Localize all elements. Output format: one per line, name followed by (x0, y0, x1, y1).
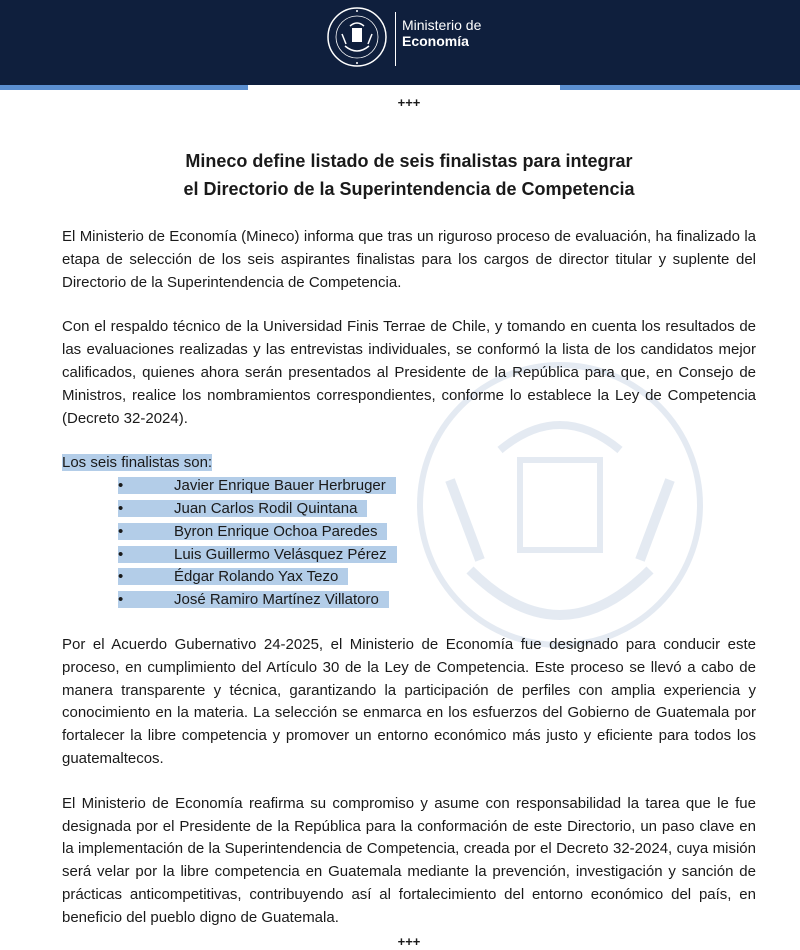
finalists-list (62, 475, 756, 612)
bullet-icon: • (118, 477, 124, 495)
finalist-highlight (118, 500, 367, 517)
paragraph-intro: El Ministerio de Economía (Mineco) informa que tras un riguroso proceso de evaluación, ha finalizado la etapa de selección de los seis aspirantes finalistas para los cargos de director titular y suplente del Directorio de la Superintendencia de Competencia. (62, 228, 756, 291)
brand-ministry-label: Ministerio de (402, 17, 482, 33)
finalist-item (62, 544, 756, 567)
brand-economia-label: Economía (402, 33, 469, 49)
bullet-icon: • (118, 499, 124, 517)
press-release-title (62, 147, 756, 203)
finalist-name: Javier Enrique Bauer Herbruger (174, 477, 386, 495)
finalist-name: Byron Enrique Ochoa Paredes (174, 522, 378, 540)
ministry-header (0, 0, 800, 85)
press-release (62, 95, 756, 950)
header-accent-bar-left (0, 85, 248, 90)
finalist-highlight (118, 591, 389, 608)
header-accent-bar-right (560, 85, 800, 90)
title-line-1: Mineco define listado de seis finalistas para integrar (185, 151, 633, 171)
finalists-label (62, 452, 756, 475)
finalist-name: Édgar Rolando Yax Tezo (174, 568, 339, 586)
finalist-item (62, 521, 756, 544)
finalist-highlight (118, 523, 387, 540)
guatemala-seal-icon (326, 6, 388, 68)
bullet-icon: • (118, 545, 124, 563)
finalist-highlight (118, 546, 397, 563)
logo-divider (395, 12, 396, 66)
finalists-label-text: Los seis finalistas son: (62, 454, 213, 472)
paragraph-commitment: El Ministerio de Economía reafirma su compromiso y asume con responsabilidad la tarea que le fue designada por el Presidente de la República para la conformación de este Directorio, un paso clave en la implementación de la Superintendencia de Competencia, creada por el Decreto 32-2024, cuya misión será velar por la libre competencia en Guatemala mediante la prevención, investigación y sanción de prácticas anticompetitivas, contribuyendo así al fortalecimiento del entorno económico del país, en beneficio del pueblo digno de Guatemala. (62, 794, 756, 926)
bullet-icon: • (118, 568, 124, 586)
paragraph-support: Con el respaldo técnico de la Universidad Finis Terrae de Chile, y tomando en cuenta los resultados de las evaluaciones realizadas y las entrevistas individuales, se conformó la lista de los candidatos mejor calificados, quienes ahora serán presentados al Presidente de la República para que, en Consejo de Ministros, realice los nombramientos correspondientes, conforme lo establece la Ley de Competencia (Decreto 32-2024). (62, 318, 756, 427)
finalist-highlight (118, 568, 348, 585)
paragraph-process: Por el Acuerdo Gubernativo 24-2025, el Ministerio de Economía fue designado para conducir este proceso, en cumplimiento del Artículo 30 de la Ley de Competencia. Este proceso se llevó a cabo de manera transparente y técnica, garantizando la participación de perfiles con amplia experiencia y conocimiento en la materia. La selección se enmarca en los esfuerzos del Gobierno de Guatemala por fortalecer la libre competencia y promover un entorno económico más justo y eficiente para todos los guatemaltecos. (62, 635, 756, 767)
separator-top: +++ (397, 95, 421, 110)
separator-bottom: +++ (397, 933, 421, 949)
finalist-name: Luis Guillermo Velásquez Pérez (174, 545, 387, 563)
finalist-item (62, 589, 756, 612)
finalist-item (62, 498, 756, 521)
finalist-name: José Ramiro Martínez Villatoro (174, 591, 379, 609)
finalist-item (62, 475, 756, 498)
finalist-highlight (118, 477, 396, 494)
title-line-2: el Directorio de la Superintendencia de Competencia (183, 179, 635, 199)
finalist-item (62, 566, 756, 589)
bullet-icon: • (118, 591, 124, 609)
bullet-icon: • (118, 522, 124, 540)
finalist-name: Juan Carlos Rodil Quintana (174, 499, 358, 517)
